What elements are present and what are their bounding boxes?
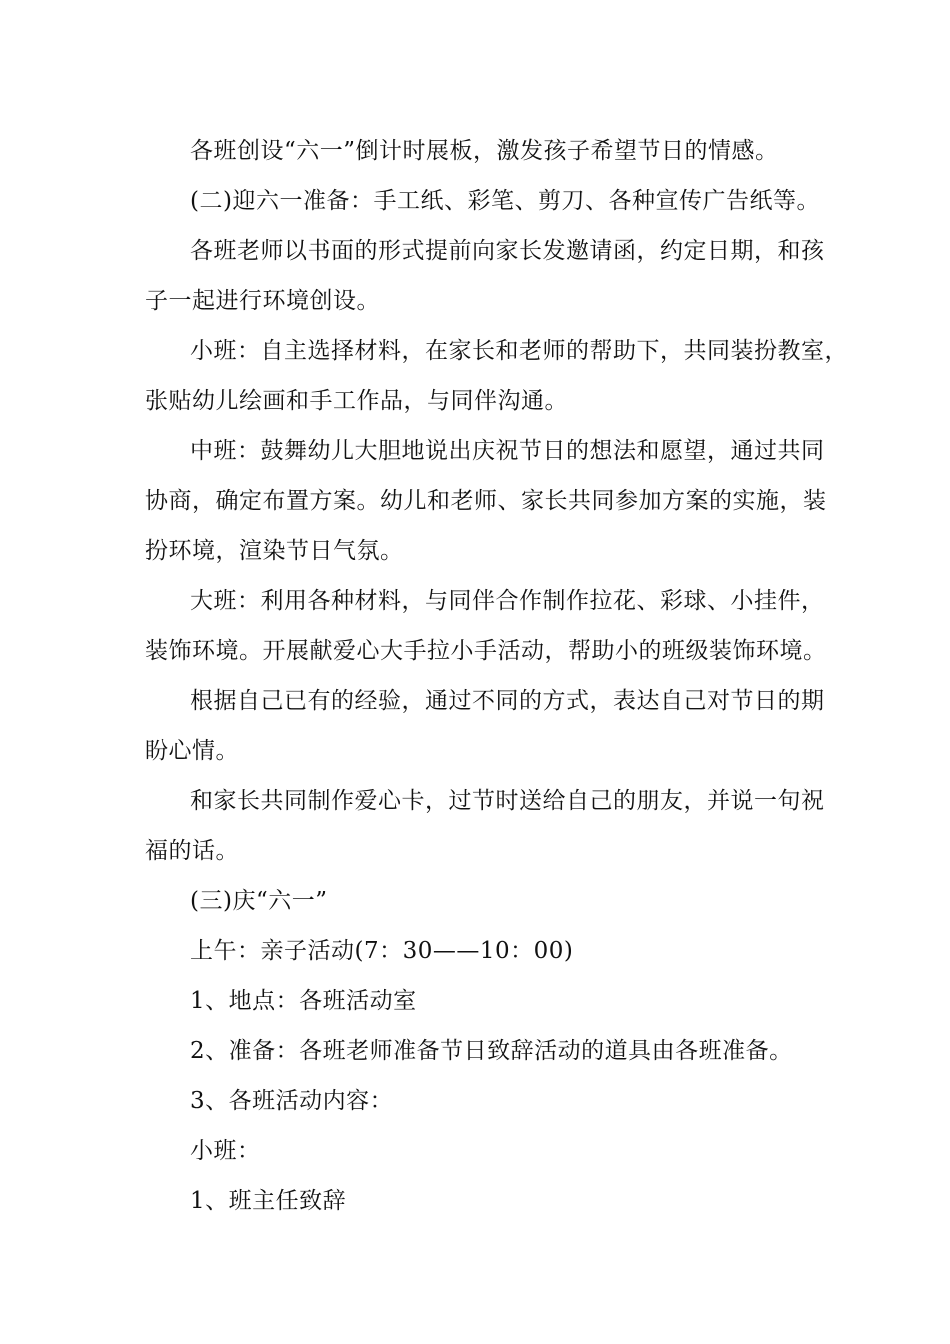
list-item: 2、准备：各班老师准备节日致辞活动的道具由各班准备。 <box>190 1038 793 1064</box>
paragraph-line: 大班：利用各种材料，与同伴合作制作拉花、彩球、小挂件， <box>190 588 825 614</box>
section-heading: (三)庆“六一” <box>190 888 328 914</box>
paragraph-line: 子一起进行环境创设。 <box>145 288 380 314</box>
paragraph-line: 盼心情。 <box>145 738 239 764</box>
list-item: 1、班主任致辞 <box>190 1188 347 1214</box>
paragraph-line: 扮环境，渲染节日气氛。 <box>145 538 404 564</box>
list-item: 3、各班活动内容： <box>190 1088 394 1114</box>
paragraph-line: 福的话。 <box>145 838 239 864</box>
paragraph-line: 根据自己已有的经验，通过不同的方式，表达自己对节日的期 <box>190 688 825 714</box>
paragraph-line: 装饰环境。开展献爱心大手拉小手活动，帮助小的班级装饰环境。 <box>145 638 827 664</box>
paragraph-line: 协商，确定布置方案。幼儿和老师、家长共同参加方案的实施，装 <box>145 488 827 514</box>
paragraph-line: 上午：亲子活动(7：30——10：00) <box>190 938 574 964</box>
paragraph-line: 各班老师以书面的形式提前向家长发邀请函，约定日期，和孩 <box>190 238 825 264</box>
paragraph-line: 和家长共同制作爱心卡，过节时送给自己的朋友，并说一句祝 <box>190 788 825 814</box>
paragraph-line: (二)迎六一准备：手工纸、彩笔、剪刀、各种宣传广告纸等。 <box>190 188 820 214</box>
list-item: 1、地点：各班活动室 <box>190 988 417 1014</box>
subheading: 小班： <box>190 1138 261 1164</box>
paragraph-line: 小班：自主选择材料，在家长和老师的帮助下，共同装扮教室， <box>190 338 848 364</box>
paragraph-line: 张贴幼儿绘画和手工作品，与同伴沟通。 <box>145 388 568 414</box>
paragraph-line: 各班创设“六一”倒计时展板，激发孩子希望节日的情感。 <box>190 138 779 164</box>
paragraph-line: 中班：鼓舞幼儿大胆地说出庆祝节日的想法和愿望，通过共同 <box>190 438 825 464</box>
